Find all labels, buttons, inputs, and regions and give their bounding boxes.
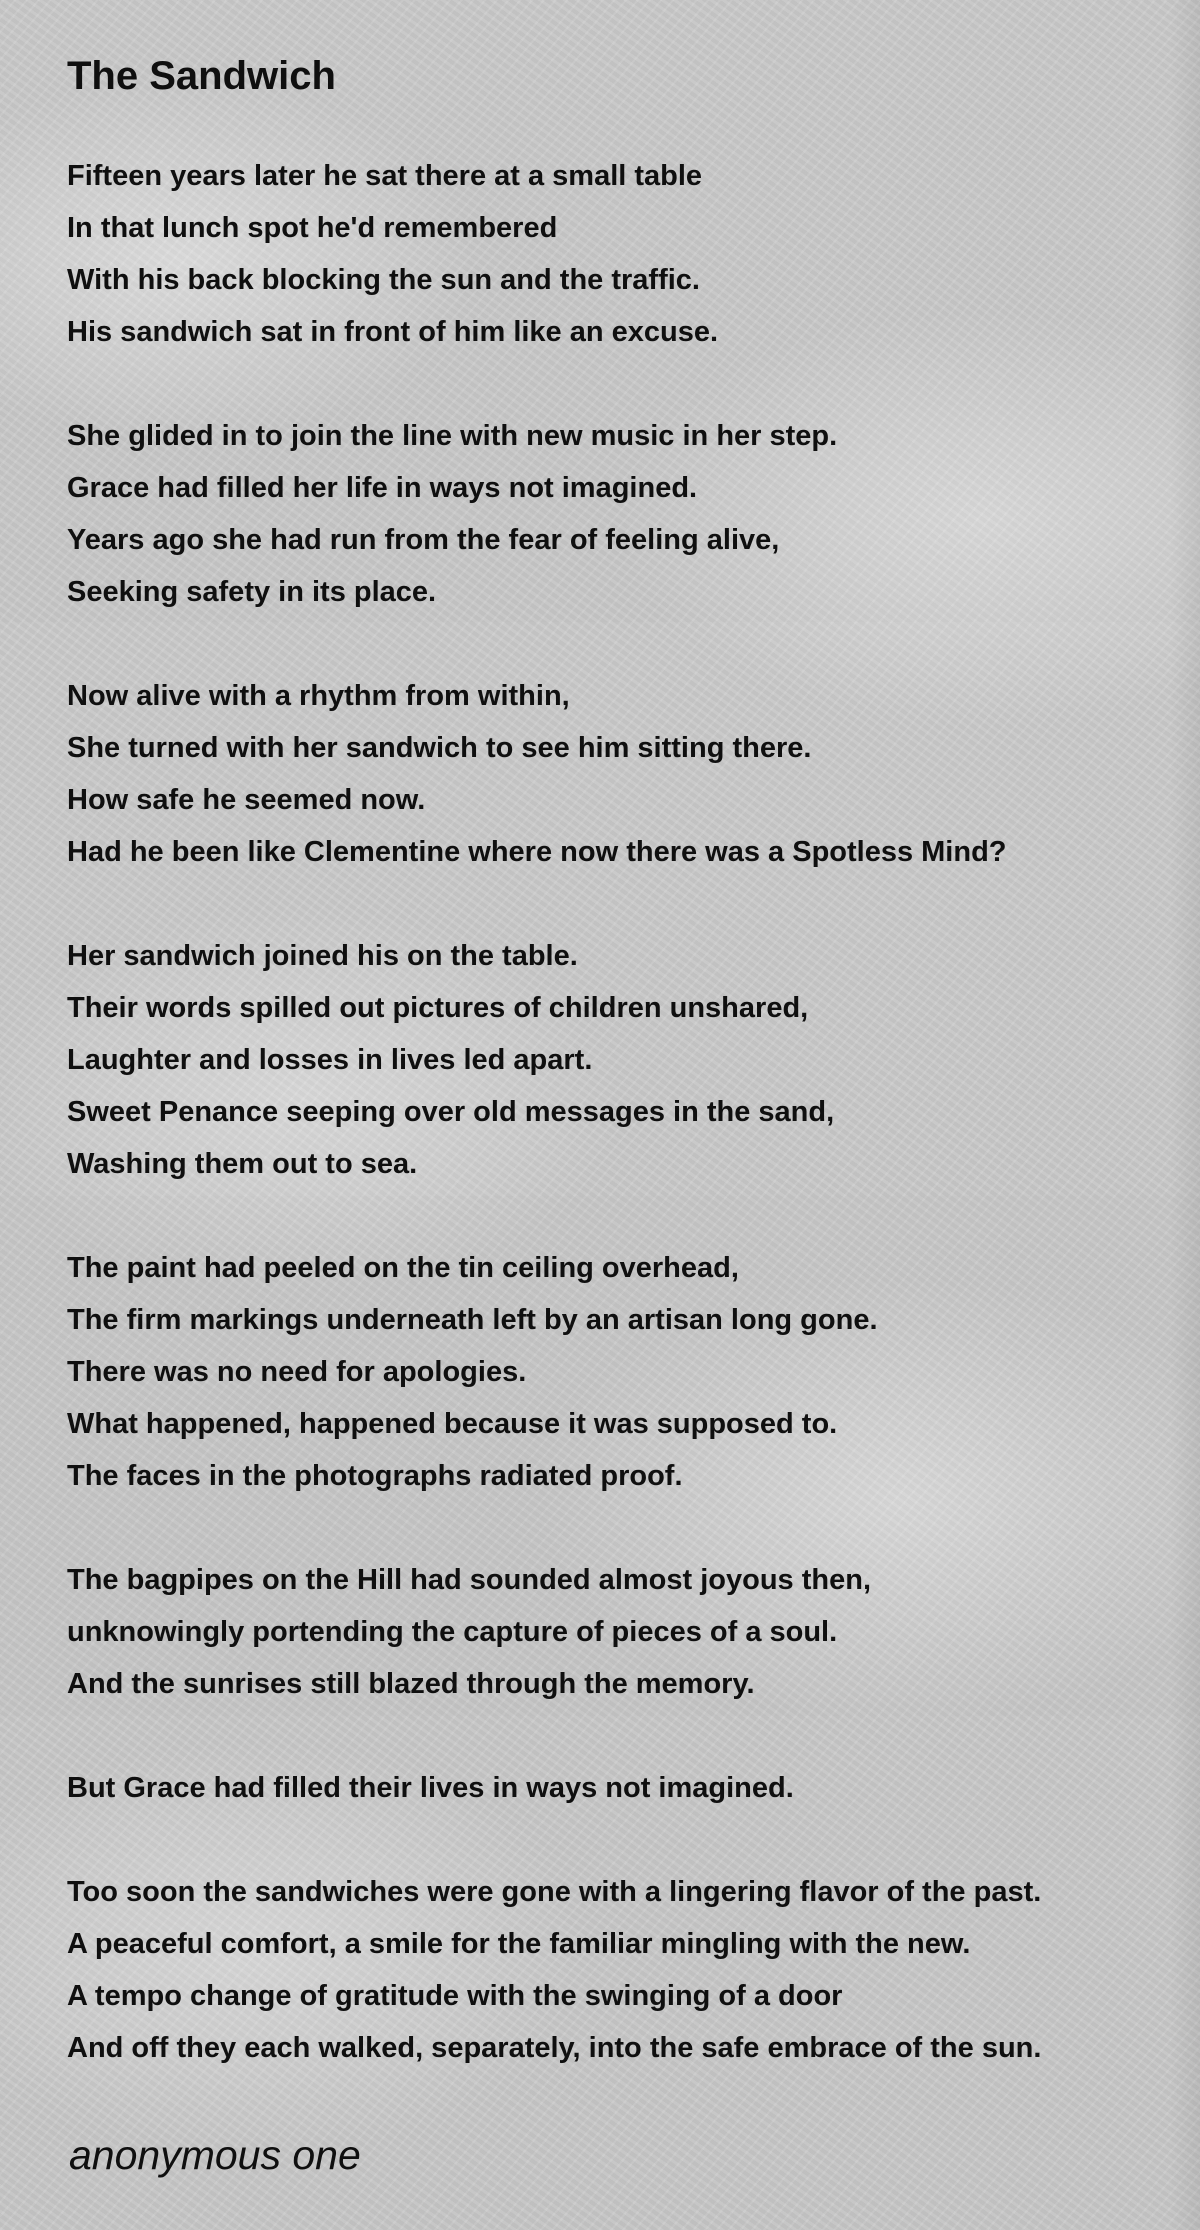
poem-line: unknowingly portending the capture of pieces of a soul. (67, 1616, 838, 1648)
poem-line: The bagpipes on the Hill had sounded almost joyous then, (67, 1564, 871, 1596)
poem-body (67, 150, 1177, 2126)
poem-stanza (67, 670, 1177, 878)
poem-line: A peaceful comfort, a smile for the familiar mingling with the new. (67, 1928, 971, 1960)
poem-line: Her sandwich joined his on the table. (67, 940, 578, 972)
poem-line: She turned with her sandwich to see him sitting there. (67, 732, 812, 764)
poem-line: But Grace had filled their lives in ways not imagined. (67, 1772, 794, 1804)
poem-line: Years ago she had run from the fear of feeling alive, (67, 524, 780, 556)
poem-line: Fifteen years later he sat there at a small table (67, 160, 703, 192)
poem-line: Sweet Penance seeping over old messages in the sand, (67, 1096, 835, 1128)
poem-stanza (67, 1554, 1177, 1710)
poem-line: A tempo change of gratitude with the swinging of a door (67, 1980, 843, 2012)
poem-line: She glided in to join the line with new music in her step. (67, 420, 838, 452)
poem-line: What happened, happened because it was supposed to. (67, 1408, 838, 1440)
poem-line: The firm markings underneath left by an artisan long gone. (67, 1304, 878, 1336)
poem-title: The Sandwich (67, 54, 336, 98)
poem-stanza (67, 1242, 1177, 1502)
poem-line: How safe he seemed now. (67, 784, 426, 816)
poem-stanza (67, 1866, 1177, 2074)
poem-line: Their words spilled out pictures of children unshared, (67, 992, 809, 1024)
poem-stanza (67, 1762, 1177, 1814)
poem-line: The paint had peeled on the tin ceiling overhead, (67, 1252, 739, 1284)
poem-line: Too soon the sandwiches were gone with a lingering flavor of the past. (67, 1876, 1042, 1908)
poem-author: anonymous one (69, 2132, 361, 2178)
poem-line: Now alive with a rhythm from within, (67, 680, 570, 712)
poem-stanza (67, 150, 1177, 358)
poem-line: With his back blocking the sun and the traffic. (67, 264, 700, 296)
poem-line: And off they each walked, separately, into the safe embrace of the sun. (67, 2032, 1042, 2064)
poem-line: And the sunrises still blazed through the memory. (67, 1668, 755, 1700)
poem-line: His sandwich sat in front of him like an excuse. (67, 316, 719, 348)
poem-line: There was no need for apologies. (67, 1356, 527, 1388)
poem-stanza (67, 410, 1177, 618)
poem-line: In that lunch spot he'd remembered (67, 212, 558, 244)
poem-line: Had he been like Clementine where now there was a Spotless Mind? (67, 836, 1007, 868)
poem-line: Seeking safety in its place. (67, 576, 437, 608)
poem-line: Grace had filled her life in ways not imagined. (67, 472, 698, 504)
poem-line: Washing them out to sea. (67, 1148, 418, 1180)
poem-line: Laughter and losses in lives led apart. (67, 1044, 593, 1076)
poem-stanza (67, 930, 1177, 1190)
poem-line: The faces in the photographs radiated proof. (67, 1460, 683, 1492)
